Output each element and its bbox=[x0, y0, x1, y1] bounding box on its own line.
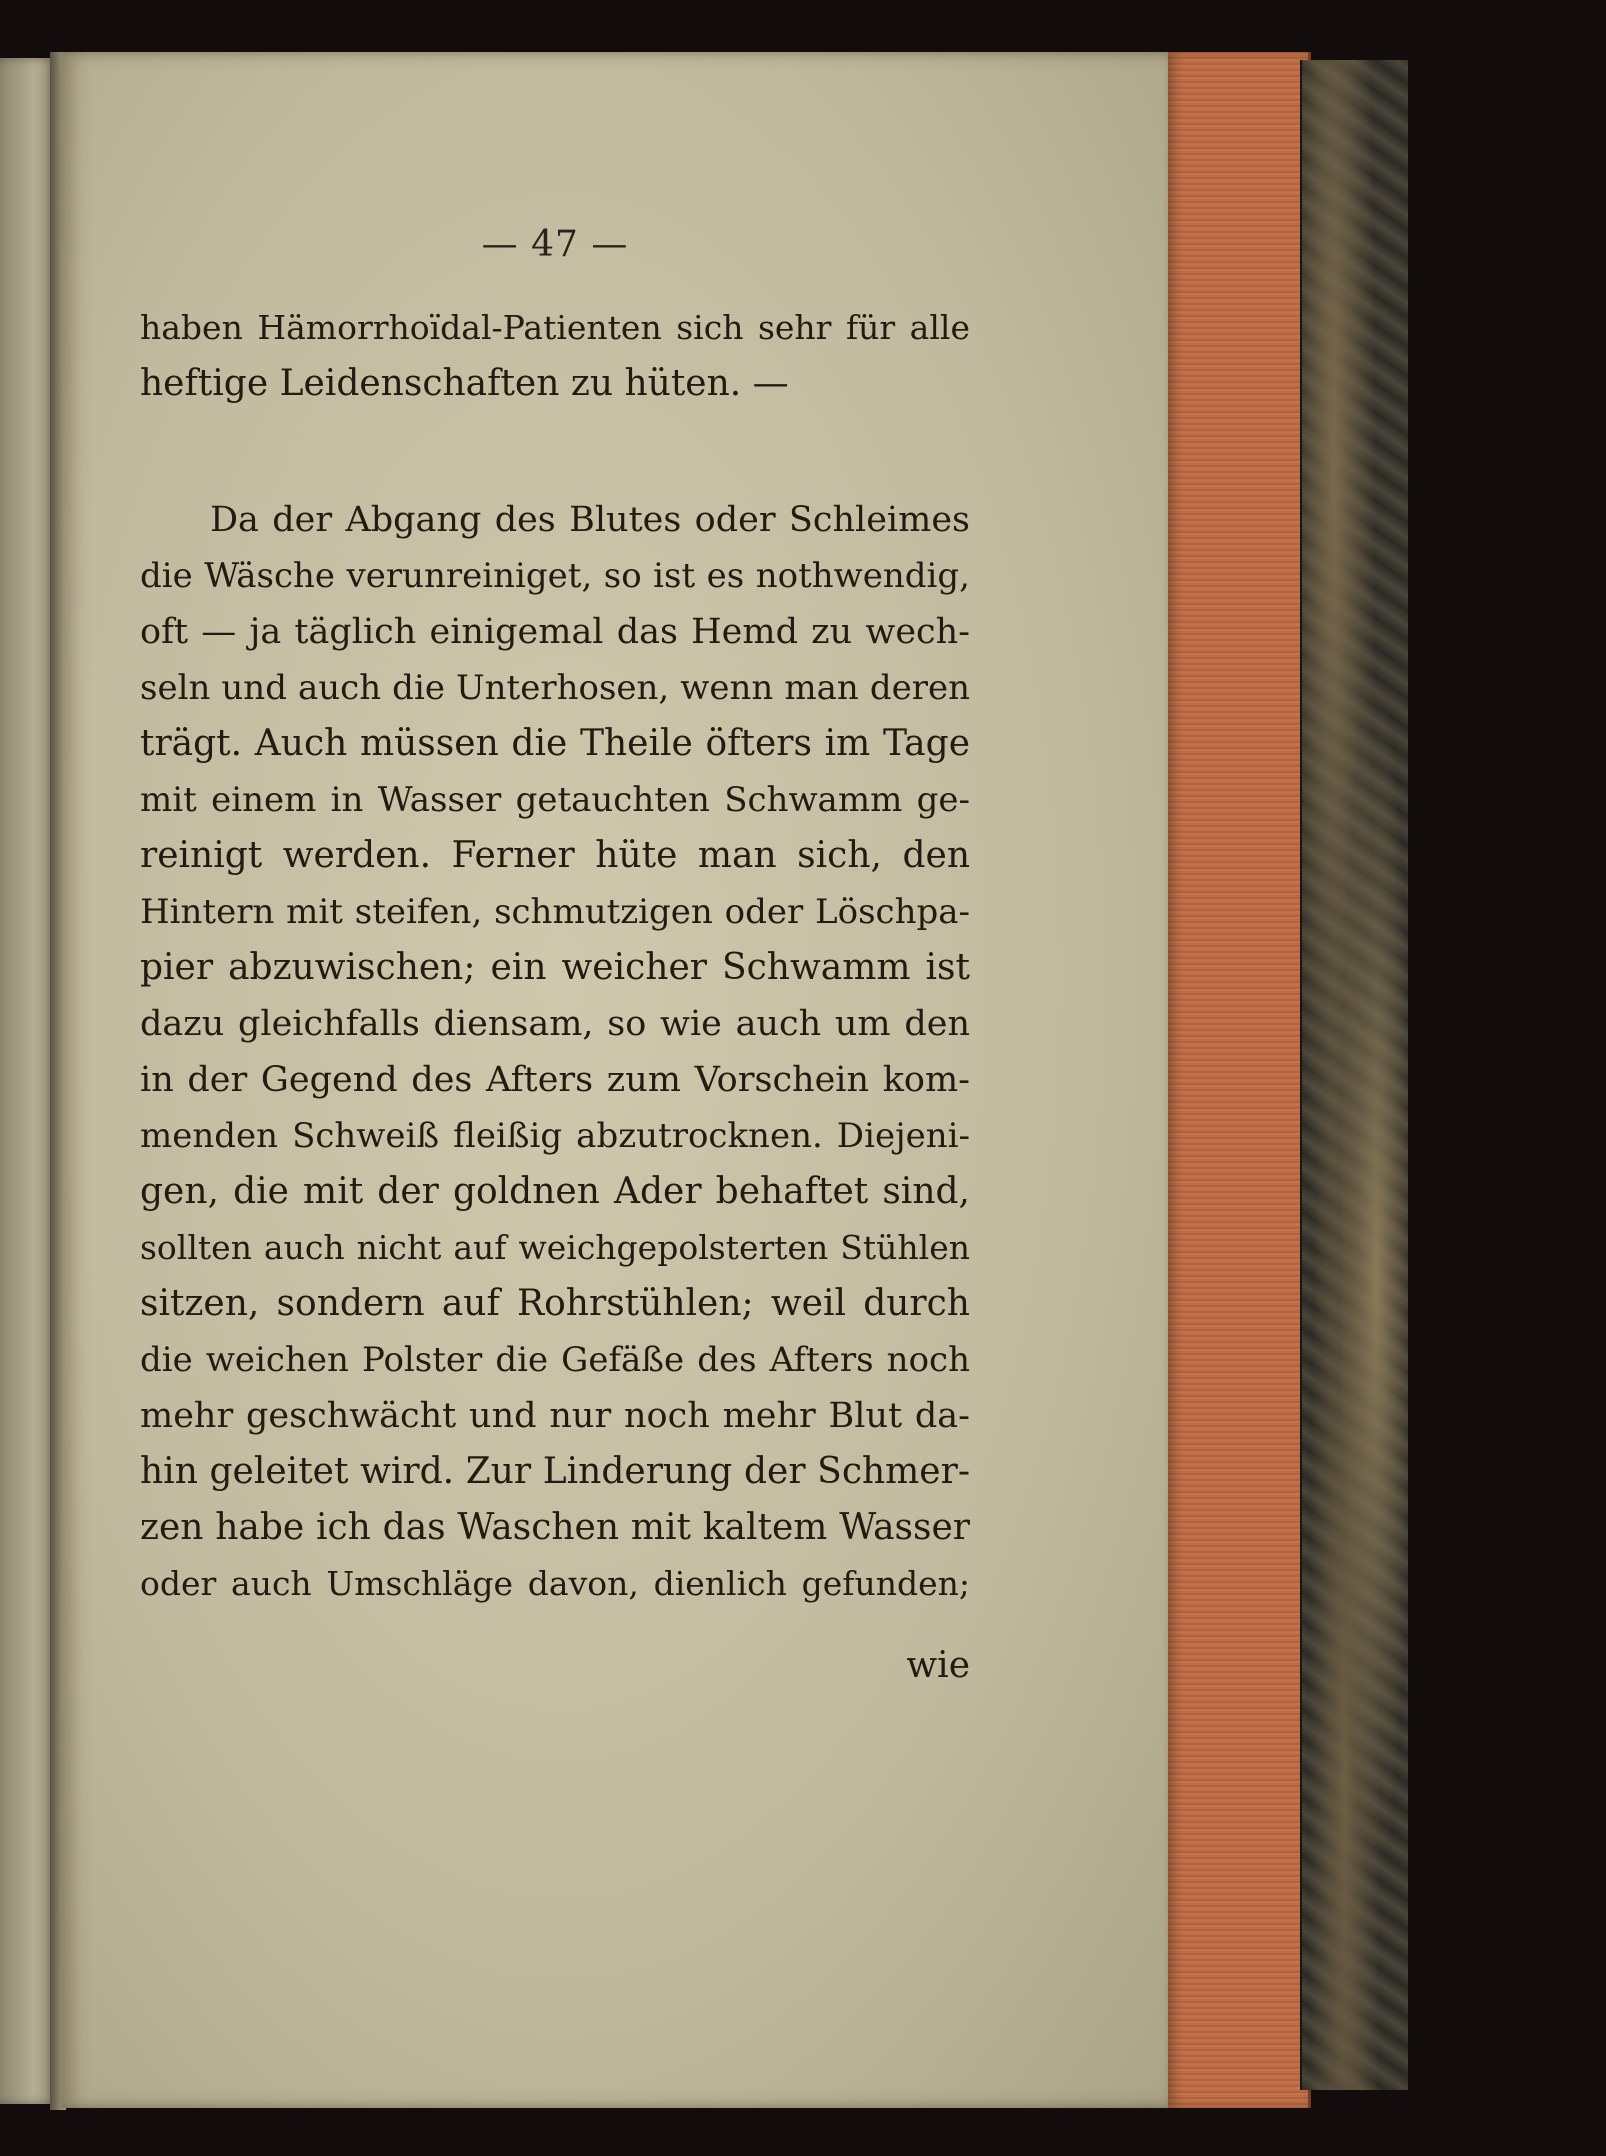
text-line: reinigt werden. Ferner hüte man sich, den bbox=[140, 835, 970, 876]
text-line: zen habe ich das Waschen mit kaltem Wasser bbox=[140, 1507, 970, 1548]
text-line: die weichen Polster die Gefäße des Afters noch bbox=[140, 1340, 970, 1380]
text-line: Hintern mit steifen, schmutzigen oder Löschpa- bbox=[140, 892, 970, 932]
text-line: pier abzuwischen; ein weicher Schwamm ist bbox=[140, 947, 970, 988]
text-line: haben Hämorrhoïdal-Patienten sich sehr für alle bbox=[140, 308, 970, 347]
text-line: die Wäsche verunreiniget, so ist es nothwendig, bbox=[140, 556, 970, 596]
text-line: dazu gleichfalls diensam, so wie auch um den bbox=[140, 1004, 970, 1044]
text-line: oder auch Umschläge davon, dienlich gefunden; bbox=[140, 1564, 970, 1603]
catchword: wie bbox=[906, 1645, 970, 1686]
text-line: hin geleitet wird. Zur Linderung der Schmer- bbox=[140, 1451, 970, 1492]
text-line: mehr geschwächt und nur noch mehr Blut da- bbox=[140, 1396, 970, 1436]
text-line: in der Gegend des Afters zum Vorschein kom- bbox=[140, 1060, 970, 1100]
text-line: menden Schweiß fleißig abzutrocknen. Diejeni- bbox=[140, 1116, 970, 1156]
text-line: gen, die mit der goldnen Ader behaftet sind, bbox=[140, 1171, 970, 1212]
text-line: mit einem in Wasser getauchten Schwamm ge- bbox=[140, 780, 970, 820]
page-number: — 47 — bbox=[481, 224, 629, 265]
marbled-cover bbox=[1300, 60, 1408, 2090]
text-line: trägt. Auch müssen die Theile öfters im Tage bbox=[140, 723, 970, 764]
text-line: oft — ja täglich einigemal das Hemd zu wech- bbox=[140, 612, 970, 652]
text-line: seln und auch die Unterhosen, wenn man deren bbox=[140, 668, 970, 708]
text-line: heftige Leidenschaften zu hüten. — bbox=[140, 363, 789, 404]
text-line: sollten auch nicht auf weichgepolsterten Stühlen bbox=[140, 1228, 970, 1267]
text-line: sitzen, sondern auf Rohrstühlen; weil durch bbox=[140, 1283, 970, 1324]
text-line: Da der Abgang des Blutes oder Schleimes bbox=[210, 500, 970, 540]
facing-page-edge bbox=[0, 58, 56, 2104]
page-fore-edge bbox=[1168, 52, 1311, 2108]
